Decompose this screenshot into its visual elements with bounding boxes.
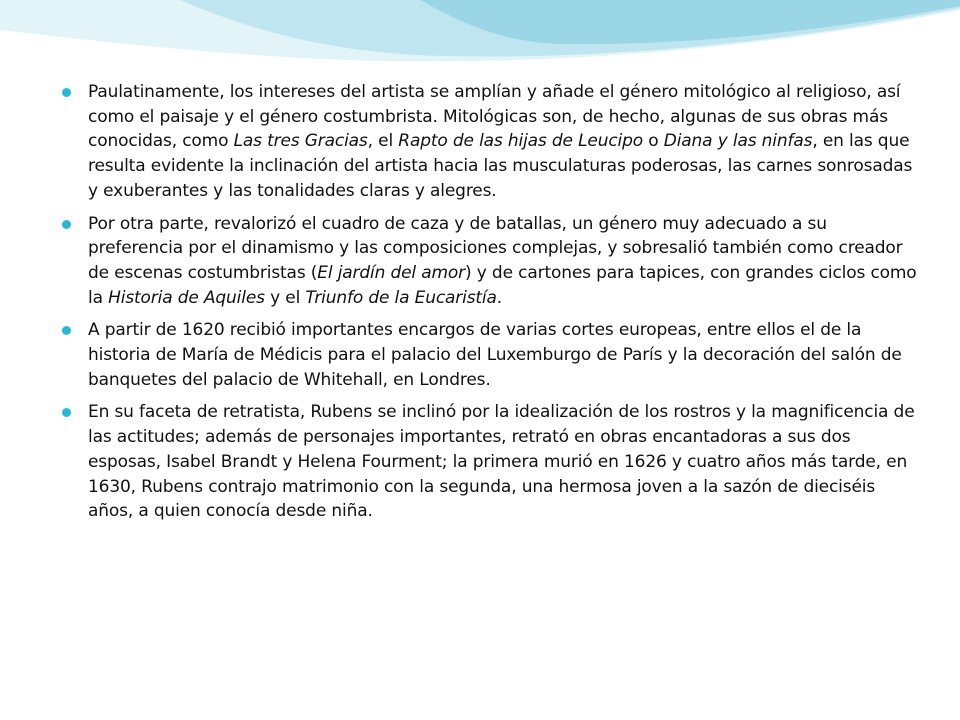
bullet-list <box>62 80 922 532</box>
text-segment: A partir de 1620 recibió importantes encargos de varias cortes europeas, entre ellos el de la historia de María de Médicis para el palacio del Luxemburgo de París y la decoración del salón de banquetes del palacio de Whitehall, en Londres. <box>88 320 902 390</box>
bullet-dot-icon <box>62 326 71 335</box>
text-segment: , el <box>367 131 399 152</box>
bullet-dot-icon <box>62 408 71 417</box>
text-segment: o <box>643 131 664 152</box>
bullet-item <box>62 212 922 311</box>
text-segment: y el <box>264 287 306 308</box>
italic-title-segment: Diana y las ninfas <box>663 131 813 152</box>
text-segment: . <box>496 287 503 308</box>
text-segment: Paulatinamente, los intereses del artista se amplían y añade el género mitológico al religioso, así como el paisaje y el género costumbrista. Mitológicas son, de hecho, algunas de sus obras más conocidas, como <box>88 82 901 152</box>
italic-title-segment: El jardín del amor <box>317 262 466 283</box>
decorative-wave-header <box>0 0 960 80</box>
bullet-text <box>88 82 912 201</box>
italic-title-segment: Las tres Gracias <box>233 131 368 152</box>
bullet-text <box>88 402 915 521</box>
bullet-item <box>62 80 922 204</box>
text-segment: ) y de cartones para tapices, con grandes ciclos como la <box>88 262 917 308</box>
italic-title-segment: Historia de Aquiles <box>108 287 265 308</box>
text-segment: En su faceta de retratista, Rubens se inclinó por la idealización de los rostros y la magnificencia de las actitudes; además de personajes importantes, retrató en obras encantadoras a sus dos esposas, Isabel Brandt y Helena Fourment; la primera murió en 1626 y cuatro años más tarde, en 1630, Rubens contrajo matrimonio con la segunda, una hermosa joven a la sazón de dieciséis años, a quien conocía desde niña. <box>88 402 915 522</box>
text-segment: , en las que resulta evidente la inclinación del artista hacia las musculaturas poderosas, las carnes sonrosadas y exuberantes y las tonalidades claras y alegres. <box>88 131 913 201</box>
bullet-dot-icon <box>62 88 71 97</box>
text-segment: Por otra parte, revalorizó el cuadro de caza y de batallas, un género muy adecuado a su preferencia por el dinamismo y las composiciones complejas, y sobresalió también como creador de escenas costumbristas ( <box>88 213 903 283</box>
italic-title-segment: Rapto de las hijas de Leucipo <box>398 131 644 152</box>
bullet-item <box>62 400 922 524</box>
bullet-item <box>62 318 922 392</box>
bullet-text <box>88 214 917 308</box>
bullet-text <box>88 320 902 389</box>
bullet-dot-icon <box>62 220 71 229</box>
italic-title-segment: Triunfo de la Eucaristía <box>305 287 497 308</box>
